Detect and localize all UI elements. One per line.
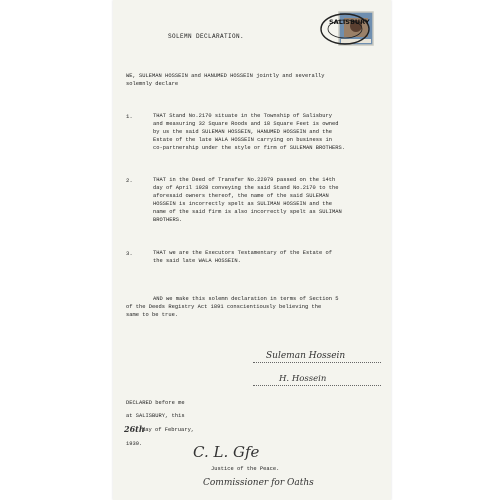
item-line: BROTHERS. [153,217,183,223]
postage-stamp [315,9,387,49]
document-title: SOLEMN DECLARATION. [168,33,245,40]
item-line: HOSSEIN is incorrectly spelt as SULIMAN HOSSEIN and the [153,201,333,207]
item-line: aforesaid owners thereof, the name of the said SULEMAN [153,193,329,199]
closing-line: of the Deeds Registry Act 1891 conscientiously believing the [126,304,322,310]
item-number: 2. [126,177,133,184]
signature-suleman: Suleman Hossein [266,351,346,361]
official-signature: C. L. Gfe [193,443,260,461]
item-line: THAT we are the Executors Testamentary of the Estate of [153,250,333,256]
item-line: name of the said firm is also incorrectly spelt as SULIMAN [153,209,342,215]
item-number: 1. [126,113,133,120]
official-note: Commissioner for Oaths [203,478,314,488]
signature-line [253,362,381,363]
item-line: THAT Stand No.2170 situate in the Township of Salisbury [153,113,333,119]
declared-line: day of February, [142,427,195,433]
item-number: 3. [126,250,133,257]
declared-line: DECLARED before me [126,400,185,406]
item-line: THAT in the Deed of Transfer No.22079 passed on the 14th [153,177,336,183]
declared-line: 1930. [126,441,143,447]
declared-day: 26th [124,424,145,434]
item-line: and measuring 32 Square Roods and 18 Square Feet is owned [153,121,339,127]
item-line: by us the said SULEMAN HOSSEIN, HANUMED HOSSEIN and the [153,129,333,135]
item-line: day of April 1928 conveying the said Stand No.2170 to the [153,185,339,191]
official-title: Justice of the Peace. [211,466,280,472]
intro-line: WE, SULEMAN HOSSEIN and HANUMED HOSSEIN jointly and severally [126,73,325,79]
item-line: the said late WALA HOSSEIN. [153,258,241,264]
declared-line: at SALISBURY, this [126,413,185,419]
document-page [113,0,391,500]
item-line: Estate of the late WALA HOSSEIN carrying on business in [153,137,333,143]
signature-line [253,385,381,386]
item-line: co-partnership under the style or firm of SULEMAN BROTHERS. [153,145,346,151]
closing-line: AND we make this solemn declaration in terms of Section 5 [153,296,339,302]
closing-line: same to be true. [126,312,179,318]
intro-line: solemnly declare [126,81,179,87]
signature-hossein: H. Hossein [279,374,327,384]
postmark-text: SALISBURY [329,18,370,26]
